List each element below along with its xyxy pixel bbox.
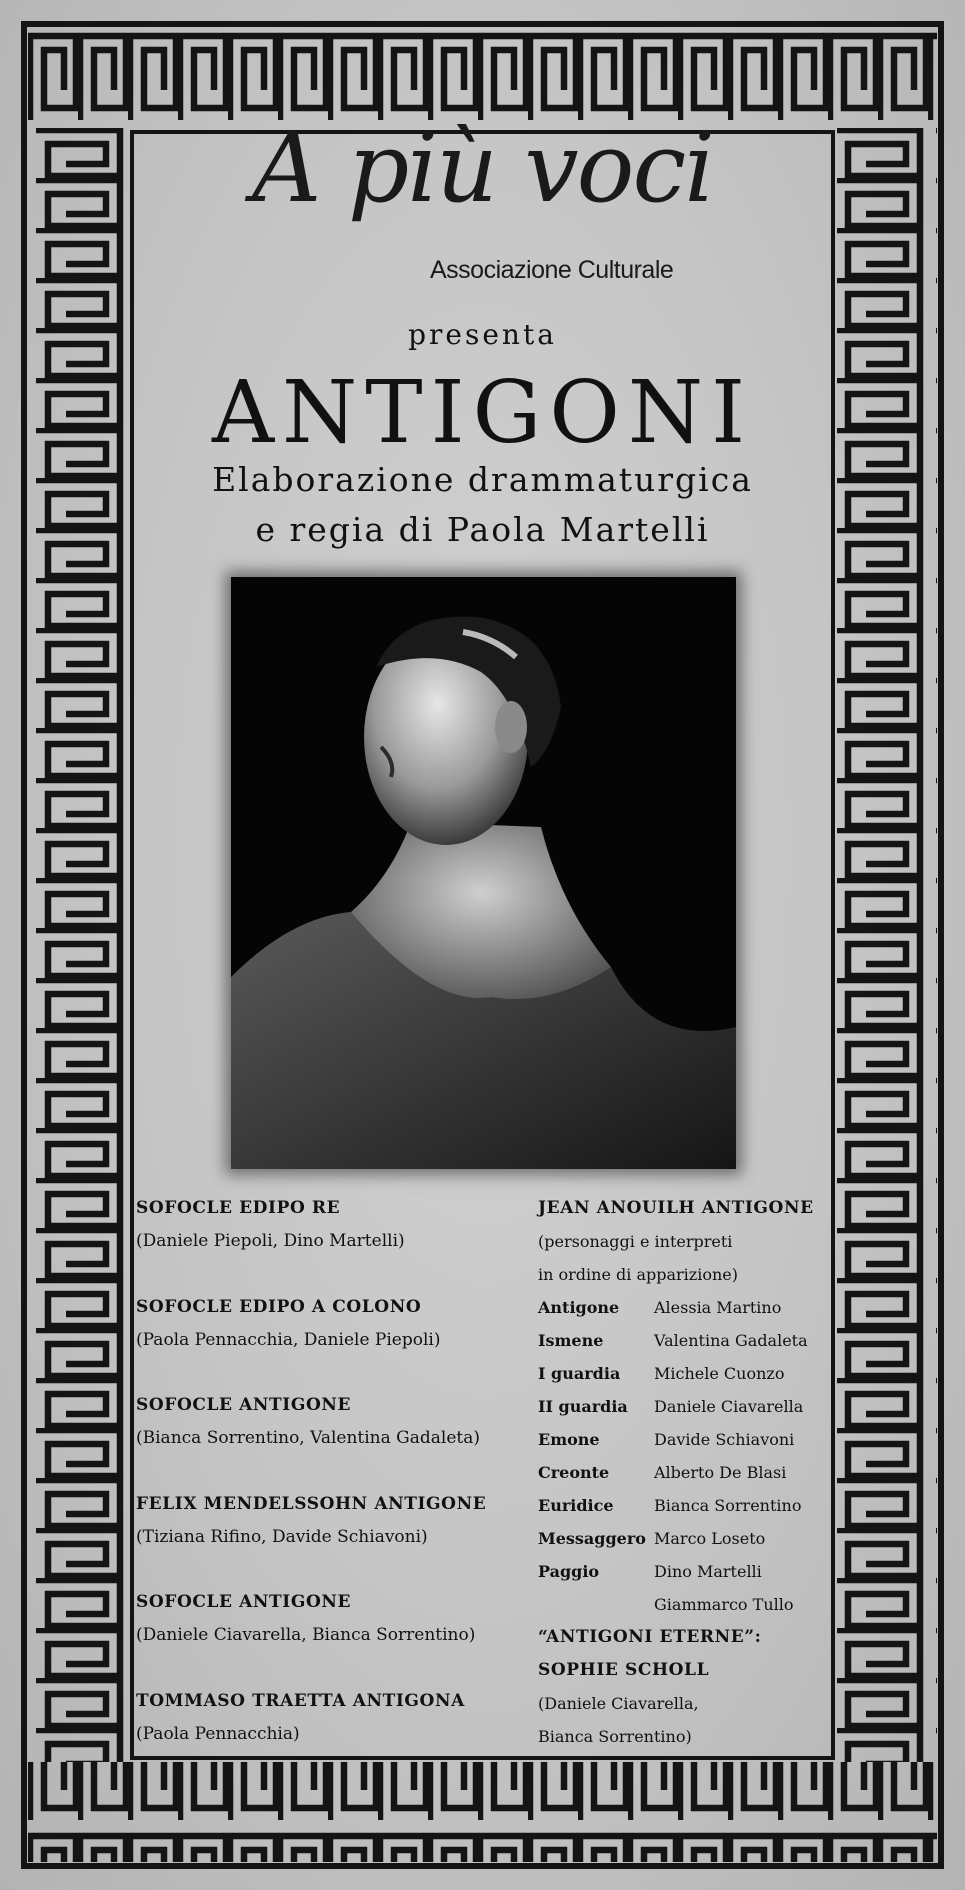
cast-row — [538, 1456, 868, 1489]
cast-note-line-2: in ordine di apparizione) — [538, 1265, 738, 1284]
cast-actor: Davide Schiavoni — [654, 1430, 795, 1449]
cast-role: Ismene — [538, 1331, 604, 1350]
program-item — [136, 1195, 556, 1294]
program-item-title: TOMMASO TRAETTA ANTIGONA — [136, 1690, 465, 1711]
program-item — [136, 1491, 556, 1590]
cast-role: Antigone — [538, 1298, 620, 1317]
cast-actor: Giammarco Tullo — [654, 1595, 794, 1614]
cast-role: Emone — [538, 1430, 600, 1449]
left-program-column — [136, 1195, 556, 1786]
cast-role: I guardia — [538, 1364, 621, 1383]
cast-actor: Bianca Sorrentino — [654, 1496, 802, 1515]
cast-row — [538, 1588, 868, 1621]
program-item-cast: (Daniele Piepoli, Dino Martelli) — [136, 1231, 405, 1251]
program-item-title: SOFOCLE ANTIGONE — [136, 1592, 352, 1612]
cast-row — [538, 1522, 868, 1555]
cast-actor: Alberto De Blasi — [654, 1463, 787, 1482]
subtitle-line-1: Elaborazione drammaturgica — [212, 460, 753, 499]
cast-role: Creonte — [538, 1463, 610, 1482]
cast-role: Paggio — [538, 1562, 600, 1581]
program-item — [136, 1294, 556, 1393]
cast-note-line-1: (personaggi e interpreti — [538, 1232, 733, 1251]
cast-actor: Alessia Martino — [654, 1298, 782, 1317]
cast-list — [538, 1291, 868, 1621]
presenta-label: presenta — [408, 318, 557, 351]
cast-actor: Dino Martelli — [654, 1562, 762, 1581]
page-title: ANTIGONI — [211, 363, 754, 463]
cast-role: Messaggero — [538, 1529, 646, 1548]
program-item-title: SOFOCLE EDIPO A COLONO — [136, 1296, 422, 1317]
cast-row — [538, 1423, 868, 1456]
program-item-cast: (Tiziana Rifino, Davide Schiavoni) — [136, 1526, 428, 1547]
cast-actor: Michele Cuonzo — [654, 1364, 785, 1383]
subtitle-line-2: e regia di Paola Martelli — [255, 510, 710, 549]
antigone-portrait — [231, 577, 736, 1169]
program-item — [136, 1589, 556, 1688]
program-item — [136, 1688, 556, 1787]
cast-role: II guardia — [538, 1397, 628, 1416]
program-item-cast: (Paola Pennacchia, Daniele Piepoli) — [136, 1329, 441, 1350]
cast-row — [538, 1555, 868, 1588]
program-item-cast: (Bianca Sorrentino, Valentina Gadaleta) — [136, 1428, 480, 1448]
cast-row — [538, 1489, 868, 1522]
cast-row — [538, 1357, 868, 1390]
program-item-cast: (Daniele Ciavarella, Bianca Sorrentino) — [136, 1625, 476, 1645]
cast-row — [538, 1324, 868, 1357]
anouilh-title: JEAN ANOUILH ANTIGONE — [538, 1198, 814, 1218]
cast-actor: Marco Loseto — [654, 1529, 766, 1548]
right-program-column — [538, 1192, 868, 1753]
program-item — [136, 1392, 556, 1491]
cast-row — [538, 1291, 868, 1324]
cast-actor: Daniele Ciavarella — [654, 1397, 804, 1416]
eterne-cast-line-2: Bianca Sorrentino) — [538, 1727, 692, 1746]
program-item-title: SOFOCLE ANTIGONE — [136, 1395, 352, 1415]
cast-row — [538, 1390, 868, 1423]
cast-role: Euridice — [538, 1496, 614, 1515]
cast-role — [538, 1588, 654, 1621]
cast-actor: Valentina Gadaleta — [654, 1331, 808, 1350]
eterne-cast-line-1: (Daniele Ciavarella, — [538, 1694, 699, 1713]
program-item-title: FELIX MENDELSSOHN ANTIGONE — [136, 1493, 487, 1514]
program-item-cast: (Paola Pennacchia) — [136, 1723, 300, 1744]
eterne-subtitle: SOPHIE SCHOLL — [538, 1660, 710, 1680]
logo-name: A più voci — [252, 112, 713, 224]
logo-subtitle: Associazione Culturale — [430, 256, 674, 284]
eterne-title: “ANTIGONI ETERNE”: — [538, 1627, 762, 1647]
program-item-title: SOFOCLE EDIPO RE — [136, 1198, 341, 1218]
